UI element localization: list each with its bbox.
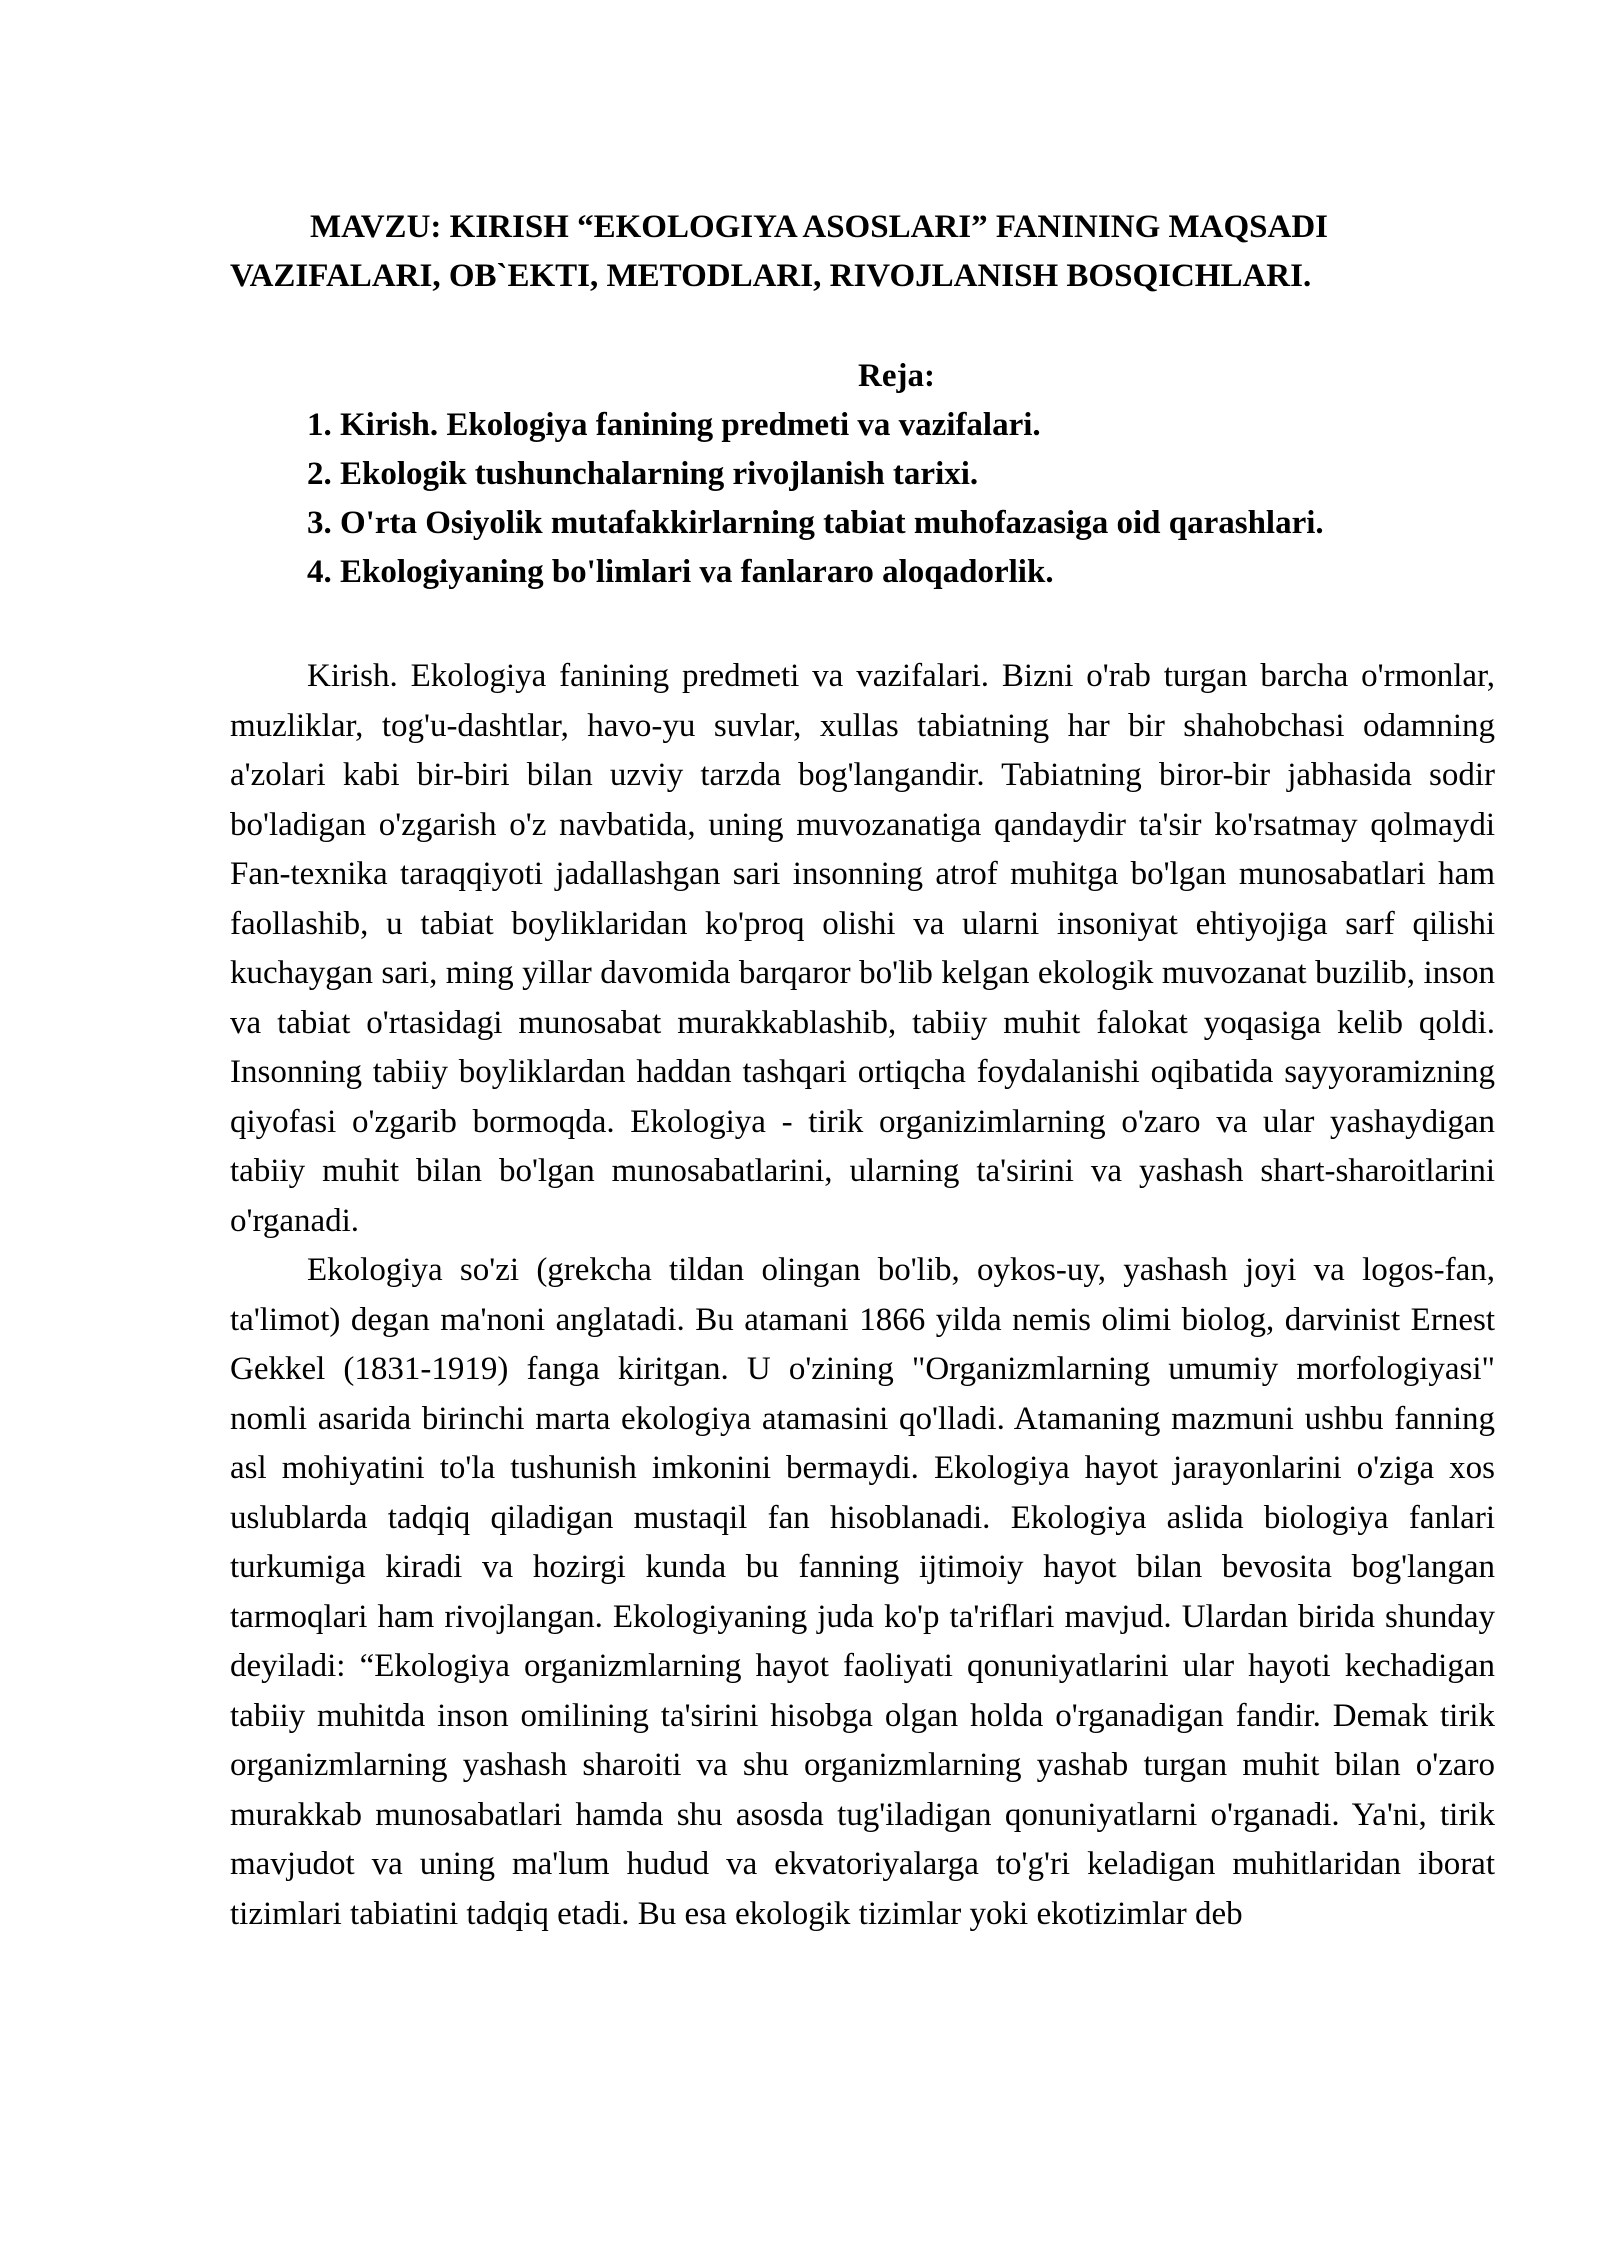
body-text	[230, 652, 1495, 1939]
paragraph-introduction: Kirish. Ekologiya fanining predmeti va vazifalari. Bizni o'rab turgan barcha o'rmonlar, muzliklar, tog'u-dashtlar, havo-yu suvlar, xullas tabiatning har bir shahobchasi odamning a'zolari kabi bir-biri bilan uzviy tarzda bog'langandir. Tabiatning biror-bir jabhasida sodir bo'ladigan o'zgarish o'z navbatida, uning muvozanatiga qandaydir ta'sir ko'rsatmay qolmaydi Fan-texnika taraqqiyoti jadallashgan sari insonning atrof muhitga bo'lgan munosabatlari ham faollashib, u tabiat boyliklaridan ko'proq olishi va ularni insoniyat ehtiyojiga sarf qilishi kuchaygan sari, ming yillar davomida barqaror bo'lib kelgan ekologik muvozanat buzilib, inson va tabiat o'rtasidagi munosabat murakkablashib, tabiiy muhit falokat yoqasiga kelib qoldi. Insonning tabiiy boyliklardan haddan tashqari ortiqcha foydalanishi oqibatida sayyoramizning qiyofasi o'zgarib bormoqda. Ekologiya - tirik organizimlarning o'zaro va ular yashaydigan tabiiy muhit bilan bo'lgan munosabatlarini, ularning ta'sirini va yashash shart-sharoitlarini o'rganadi.	[230, 658, 1495, 1239]
plan-heading: Reja:	[858, 358, 935, 394]
title-line-1: MAVZU: KIRISH “EKOLOGIYA ASOSLARI” FANINING MAQSADI	[310, 209, 1328, 245]
plan-item: 3. O'rta Osiyolik mutafakkirlarning tabiat muhofazasiga oid qarashlari.	[307, 505, 1324, 541]
paragraph-ecology-term: Ekologiya so'zi (grekcha tildan olingan bo'lib, oykos-uy, yashash joyi va logos-fan, ta'limot) degan ma'noni anglatadi. Bu atamani 1866 yilda nemis olimi biolog, darvinist Ernest Gekkel (1831-1919) fanga kiritgan. U o'zining "Organizmlarning umumiy morfologiyasi" nomli asarida birinchi marta ekologiya atamasini qo'lladi. Atamaning mazmuni ushbu fanning asl mohiyatini to'la tushunish imkonini bermaydi. Ekologiya hayot jarayonlarini o'ziga xos uslublarda tadqiq qiladigan mustaqil fan hisoblanadi. Ekologiya aslida biologiya fanlari turkumiga kiradi va hozirgi kunda bu fanning ijtimoiy hayot bilan bevosita bog'langan tarmoqlari ham rivojlangan. Ekologiyaning juda ko'p ta'riflari mavjud. Ulardan birida shunday deyiladi: “Ekologiya organizmlarning hayot faoliyati qonuniyatlarini ular hayoti kechadigan tabiiy muhitda inson omilining ta'sirini hisobga olgan holda o'rganadigan fandir. Demak tirik organizmlarning yashash sharoiti va shu organizmlarning yashab turgan muhit bilan o'zaro murakkab munosabatlari hamda shu asosda tug'iladigan qonuniyatlarni o'rganadi. Ya'ni, tirik mavjudot va uning ma'lum hudud va ekvatoriyalarga to'g'ri keladigan muhitlaridan iborat tizimlari tabiatini tadqiq etadi. Bu esa ekologik tizimlar yoki ekotizimlar deb	[230, 1252, 1495, 1932]
plan-list	[307, 401, 1324, 597]
title-line-2: VAZIFALARI, OB`EKTI, METODLARI, RIVOJLANISH BOSQICHLARI.	[230, 258, 1312, 294]
plan-item: 2. Ekologik tushunchalarning rivojlanish tarixi.	[307, 456, 979, 492]
plan-item: 1. Kirish. Ekologiya fanining predmeti va vazifalari.	[307, 407, 1041, 443]
plan-item: 4. Ekologiyaning bo'limlari va fanlararo aloqadorlik.	[307, 554, 1054, 590]
document-title	[230, 203, 1498, 301]
